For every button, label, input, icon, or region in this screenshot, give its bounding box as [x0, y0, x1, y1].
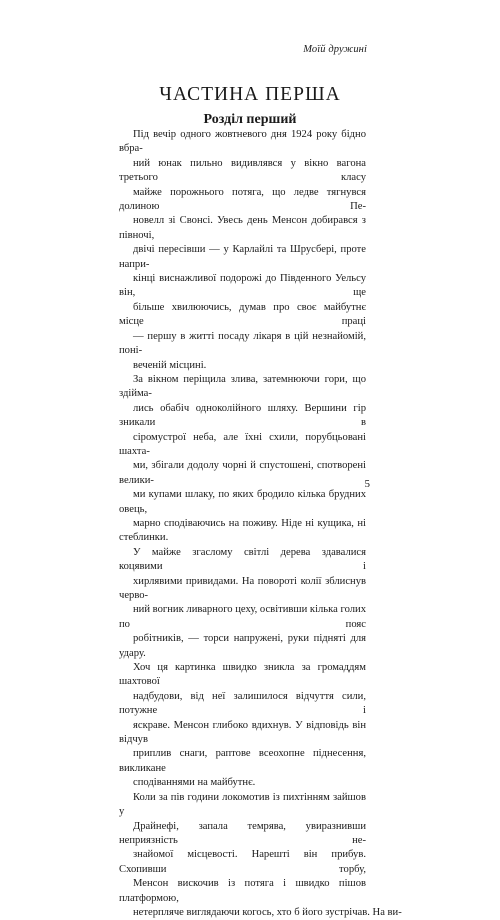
text-line: знайомої місцевості. Нарешті він прибув. Схопивши торбу, [119, 849, 366, 875]
text-line: приплив снаги, раптове всеохопне піднесення, викликане [119, 748, 366, 774]
text-line: веченій місцині. [133, 359, 207, 371]
text-line: нетерпляче виглядаючи когось, хто б його зустрічав. На ви- [133, 906, 402, 918]
text-line: сіромустрої неба, але їхні схили, порубцьовані шахта- [119, 431, 366, 457]
text-line: Під вечір одного жовтневого дня 1924 року бідно вбра- [119, 129, 366, 155]
text-line: Драйнефі, запала темрява, увиразнивши неприязність не- [119, 820, 366, 846]
text-line: ми купами шлаку, по яких бродило кілька брудних овець, [119, 489, 366, 515]
text-line: надбудови, від неї залишилося відчуття сили, потужне і [119, 690, 366, 717]
text-line: новелл зі Свонсі. Увесь день Менсон добирався з півночі, [119, 215, 366, 241]
part-title: ЧАСТИНА ПЕРША [159, 84, 341, 105]
paragraph [119, 791, 402, 920]
paragraph [119, 128, 366, 373]
text-line: лись обабіч одноколійного шляху. Вершини гір зникали в [119, 402, 366, 429]
page-number: 5 [364, 478, 370, 490]
text-line: марно сподіваючись на поживу. Ніде ні кущика, ні стеблинки. [119, 517, 366, 544]
text-line: сподіваннями на майбутнє. [133, 777, 256, 789]
text-line: кінці виснажливої подорожі до Південного Уельсу він, ще [119, 273, 366, 299]
text-line: За вікном періщила злива, затемнюючи гори, що здійма- [119, 373, 366, 400]
text-line: Менсон вискочив із потяга і швидко пішов платформою, [119, 878, 366, 904]
chapter-title: Розділ перший [203, 112, 297, 127]
text-line: більше хвилюючись, думав про своє майбутнє місце праці [119, 301, 366, 328]
text-line: Коли за пів години локомотив із пихтінням зайшов у [119, 791, 366, 818]
text-line: ми, збігали додолу чорні й спустошені, спотворені велики- [119, 460, 366, 486]
text-line: Хоч ця картинка швидко зникла за громаддям шахтової [119, 662, 366, 688]
text-line: хирлявими привидами. На повороті колії зблиснув черво- [119, 575, 366, 601]
dedication: Моїй дружині [303, 44, 367, 55]
text-line: робітників, — торси напружені, руки підняті для удару. [119, 633, 366, 659]
text-line: ний вогник ливарного цеху, освітивши кілька голих по пояс [119, 604, 366, 630]
text-line: У майже згаслому світлі дерева здавалися коцявими і [119, 546, 366, 573]
text-line: — першу в житті посаду лікаря в цій незнайомій, поні- [119, 330, 366, 357]
text-line: майже порожнього потяга, що ледве тягнувся долиною Пе- [119, 186, 366, 213]
text-line: ний юнак пильно видивлявся у вікно вагона третього класу [119, 157, 366, 184]
body-text [119, 128, 402, 920]
paragraph [119, 373, 366, 791]
text-line: двічі пересівши — у Карлайлі та Шрусбері, проте напри- [119, 244, 366, 270]
text-line: яскраве. Менсон глибоко вдихнув. У відповідь він відчув [119, 719, 366, 746]
